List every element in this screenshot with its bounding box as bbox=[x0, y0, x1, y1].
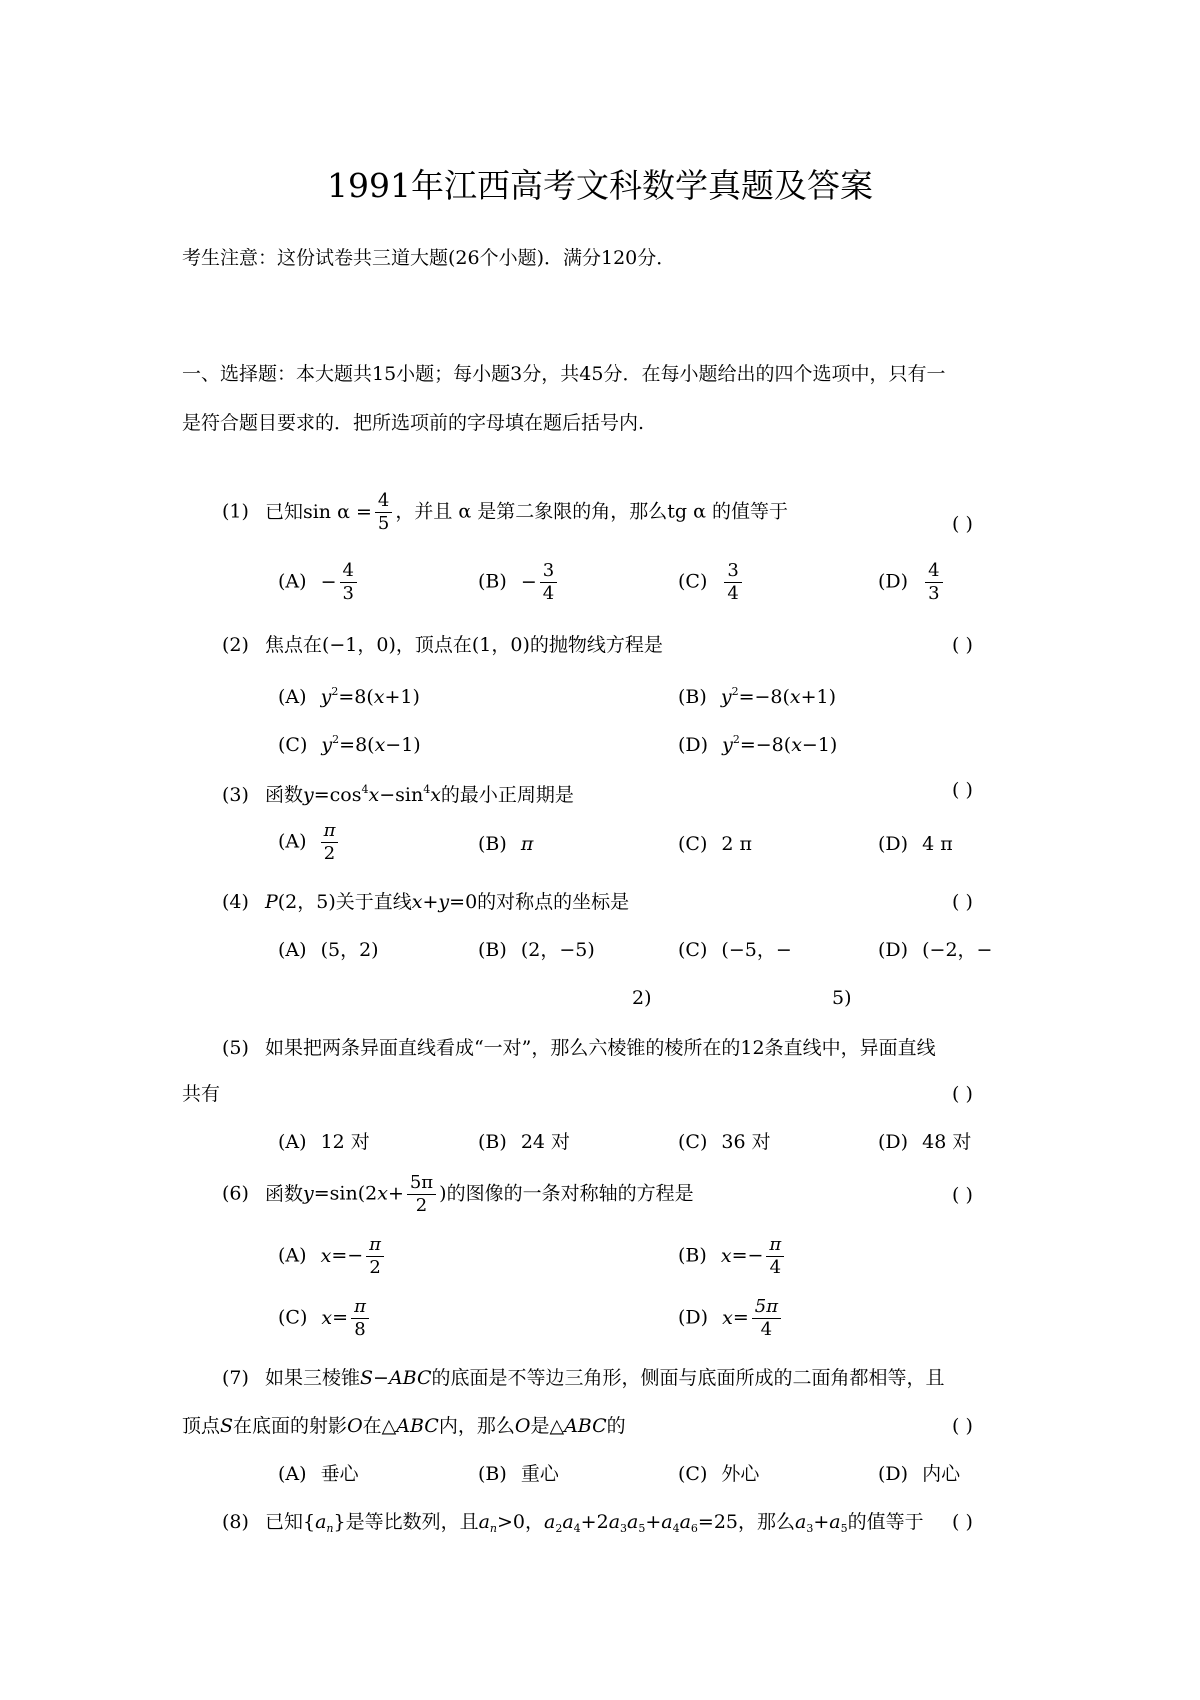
expr: −1) bbox=[385, 734, 421, 756]
denominator: 5 bbox=[377, 513, 390, 534]
var-x: x bbox=[374, 734, 386, 756]
numerator: π bbox=[766, 1234, 784, 1257]
q1-option-d[interactable] bbox=[878, 560, 946, 605]
var-x: x bbox=[368, 784, 380, 806]
q4-option-c-wrap: 2) bbox=[632, 987, 652, 1009]
q4-option-d-wrap: 5) bbox=[832, 987, 852, 1009]
answer-blank[interactable]: ( ) bbox=[952, 1083, 973, 1105]
var-a: a bbox=[627, 1511, 639, 1533]
var-a: a bbox=[795, 1511, 807, 1533]
option-text: 垂心 bbox=[320, 1463, 359, 1485]
var-p: P bbox=[264, 891, 278, 913]
option-text: (−2，− bbox=[922, 939, 993, 961]
question-number: (6) bbox=[222, 1182, 249, 1205]
section-instructions-line2: 是符合题目要求的．把所选项前的字母填在题后括号内. bbox=[182, 412, 645, 434]
numerator: 5π bbox=[407, 1172, 436, 1195]
fraction bbox=[540, 560, 557, 605]
q5-option-c[interactable] bbox=[678, 1130, 771, 1154]
expr: =−8( bbox=[739, 734, 792, 756]
q5-option-b[interactable] bbox=[478, 1130, 570, 1154]
q6-option-b[interactable] bbox=[678, 1234, 787, 1279]
option-text: 外心 bbox=[721, 1463, 760, 1485]
q4-option-d[interactable] bbox=[878, 938, 992, 962]
answer-blank[interactable]: ( ) bbox=[952, 891, 973, 913]
numerator: 4 bbox=[375, 490, 392, 513]
question-3 bbox=[222, 778, 574, 807]
q4-option-b[interactable] bbox=[478, 938, 595, 962]
option-text: 重心 bbox=[520, 1463, 559, 1485]
question-number: (5) bbox=[222, 1037, 249, 1059]
fraction bbox=[375, 490, 392, 535]
q7-option-a[interactable] bbox=[278, 1462, 359, 1486]
stem-text: −sin bbox=[379, 784, 424, 806]
question-8 bbox=[222, 1510, 924, 1541]
stem-text: 函数 bbox=[264, 1182, 303, 1205]
expr: =8( bbox=[338, 686, 374, 708]
var-y: y bbox=[302, 1182, 314, 1205]
stem-text: 内，那么 bbox=[438, 1415, 515, 1437]
exponent: 2 bbox=[732, 733, 740, 746]
var-a: a bbox=[562, 1511, 574, 1533]
var-a: a bbox=[478, 1511, 490, 1533]
exam-notice: 考生注意：这份试卷共三道大题(26个小题)．满分120分． bbox=[182, 247, 676, 269]
denominator: 4 bbox=[542, 583, 555, 604]
question-stem-post: ，并且 α 是第二象限的角，那么tg α 的值等于 bbox=[395, 500, 788, 523]
q2-option-d[interactable] bbox=[678, 728, 837, 757]
option-text: 24 对 bbox=[520, 1131, 571, 1153]
var-s: S bbox=[359, 1367, 374, 1389]
stem-text: =cos bbox=[313, 784, 362, 806]
question-stem: 焦点在(−1，0)，顶点在(1，0)的抛物线方程是 bbox=[264, 634, 663, 656]
denominator: 4 bbox=[769, 1257, 782, 1278]
option-text: 48 对 bbox=[922, 1131, 972, 1153]
option-label: (C) bbox=[278, 1306, 308, 1329]
q5-option-d[interactable] bbox=[878, 1130, 971, 1154]
option-label: (B) bbox=[678, 1244, 707, 1267]
question-2 bbox=[222, 633, 663, 657]
option-text: (2，−5) bbox=[520, 939, 595, 961]
option-label: (D) bbox=[878, 1131, 909, 1153]
stem-text: 的值等于 bbox=[847, 1511, 924, 1533]
q3-option-d[interactable] bbox=[878, 832, 953, 856]
stem-text: 在△ bbox=[362, 1415, 397, 1437]
var-y: y bbox=[722, 734, 733, 756]
numerator: π bbox=[351, 1296, 369, 1319]
numerator: 4 bbox=[340, 560, 357, 583]
denominator: 8 bbox=[354, 1319, 366, 1340]
expr: −1) bbox=[801, 734, 838, 756]
option-sign: − bbox=[520, 570, 537, 593]
var-abc: ABC bbox=[396, 1415, 439, 1437]
q1-option-c[interactable] bbox=[678, 560, 745, 605]
q7-option-b[interactable] bbox=[478, 1462, 559, 1486]
option-label: (D) bbox=[878, 1463, 909, 1485]
q7-option-c[interactable] bbox=[678, 1462, 759, 1486]
denominator: 2 bbox=[369, 1257, 381, 1278]
option-label: (C) bbox=[678, 1463, 708, 1485]
subscript: 2 bbox=[555, 1522, 563, 1535]
stem-text: (2，5)关于直线 bbox=[277, 891, 412, 913]
stem-text: 函数 bbox=[264, 784, 303, 806]
stem-text: )的图像的一条对称轴的方程是 bbox=[439, 1182, 694, 1205]
option-label: (D) bbox=[678, 734, 709, 756]
page-title: 1991年江西高考文科数学真题及答案 bbox=[327, 166, 873, 205]
option-label: (B) bbox=[478, 939, 507, 961]
option-text: π bbox=[520, 833, 534, 855]
answer-blank[interactable]: ( ) bbox=[952, 1184, 973, 1206]
option-label: (B) bbox=[478, 833, 507, 855]
subscript: 5 bbox=[638, 1522, 646, 1535]
var-x: x bbox=[411, 891, 423, 913]
question-number: (4) bbox=[222, 891, 249, 913]
option-text: 4 π bbox=[922, 833, 953, 855]
option-text: = bbox=[332, 1306, 349, 1329]
stem-text: =25，那么 bbox=[697, 1511, 796, 1533]
var-abc: ABC bbox=[388, 1367, 432, 1389]
option-label: (C) bbox=[678, 570, 708, 593]
var-a: a bbox=[661, 1511, 673, 1533]
q2-option-c[interactable] bbox=[278, 728, 421, 757]
var-abc: ABC bbox=[564, 1415, 607, 1437]
var-y: y bbox=[321, 734, 333, 756]
var-x: x bbox=[373, 686, 385, 708]
option-label: (A) bbox=[278, 686, 307, 708]
fraction bbox=[724, 560, 741, 605]
expr: =8( bbox=[339, 734, 375, 756]
subscript: 4 bbox=[672, 1522, 680, 1535]
option-label: (A) bbox=[278, 1463, 307, 1485]
option-text: =− bbox=[731, 1244, 764, 1267]
option-label: (A) bbox=[278, 1131, 307, 1153]
question-7-line2 bbox=[182, 1414, 626, 1438]
q4-option-c[interactable] bbox=[678, 938, 792, 962]
option-label: (C) bbox=[278, 734, 308, 756]
var-y: y bbox=[438, 891, 450, 913]
stem-text: 是△ bbox=[530, 1415, 565, 1437]
stem-text: − bbox=[373, 1367, 389, 1389]
option-text: =− bbox=[331, 1244, 364, 1267]
subscript: n bbox=[489, 1522, 497, 1535]
stem-text: 如果三棱锥 bbox=[264, 1367, 360, 1389]
question-number: (3) bbox=[222, 784, 249, 806]
option-label: (D) bbox=[878, 939, 909, 961]
option-label: (D) bbox=[878, 833, 909, 855]
option-text: (−5，− bbox=[721, 939, 792, 961]
fraction bbox=[321, 820, 339, 865]
option-label: (A) bbox=[278, 939, 307, 961]
stem-text: =sin(2 bbox=[313, 1182, 378, 1205]
var-a: a bbox=[315, 1511, 327, 1533]
section-instructions-line1: 一、选择题：本大题共15小题；每小题3分，共45分．在每小题给出的四个选项中，只有一 bbox=[182, 363, 946, 385]
q1-option-b[interactable] bbox=[478, 560, 560, 605]
stem-text: 如果把两条异面直线看成“一对”，那么六棱锥的棱所在的12条直线中，异面直线 bbox=[264, 1037, 936, 1059]
denominator: 3 bbox=[342, 583, 354, 604]
var-y: y bbox=[320, 686, 332, 708]
numerator: 4 bbox=[925, 560, 942, 583]
answer-blank[interactable]: ( ) bbox=[952, 634, 973, 656]
numerator: π bbox=[366, 1234, 384, 1257]
option-text: 12 对 bbox=[320, 1131, 370, 1153]
denominator: 3 bbox=[928, 583, 940, 604]
exponent: 4 bbox=[423, 783, 431, 796]
stem-text: +2 bbox=[580, 1511, 609, 1533]
stem-text: 的 bbox=[606, 1415, 626, 1437]
var-y: y bbox=[720, 686, 732, 708]
stem-text: >0， bbox=[497, 1511, 545, 1533]
question-number: (1) bbox=[222, 500, 249, 523]
var-x: x bbox=[789, 686, 801, 708]
fraction bbox=[351, 1296, 369, 1341]
subscript: 5 bbox=[840, 1522, 848, 1535]
option-label: (B) bbox=[478, 570, 507, 593]
option-label: (C) bbox=[678, 833, 708, 855]
q2-option-b[interactable] bbox=[678, 680, 836, 709]
q2-option-a[interactable] bbox=[278, 680, 420, 709]
expr: =−8( bbox=[738, 686, 790, 708]
stem-text: 的底面是不等边三角形，侧面与底面所成的二面角都相等，且 bbox=[431, 1367, 945, 1389]
var-x: x bbox=[320, 1244, 332, 1267]
fraction bbox=[752, 1296, 781, 1341]
q5-option-a[interactable] bbox=[278, 1130, 370, 1154]
option-text: 36 对 bbox=[721, 1131, 771, 1153]
q7-option-d[interactable] bbox=[878, 1462, 960, 1486]
numerator: 3 bbox=[724, 560, 741, 583]
numerator: π bbox=[321, 820, 339, 843]
numerator: 3 bbox=[540, 560, 557, 583]
option-text: = bbox=[732, 1306, 749, 1329]
option-text: 2 π bbox=[721, 833, 753, 855]
answer-blank[interactable]: ( ) bbox=[952, 779, 973, 801]
stem-text: + bbox=[813, 1511, 830, 1533]
fraction bbox=[407, 1172, 436, 1217]
var-a: a bbox=[829, 1511, 841, 1533]
stem-text: =0的对称点的坐标是 bbox=[449, 891, 630, 913]
question-6 bbox=[222, 1172, 694, 1217]
exponent: 2 bbox=[731, 685, 739, 698]
subscript: 3 bbox=[620, 1522, 628, 1535]
answer-blank[interactable]: ( ) bbox=[952, 513, 973, 535]
option-label: (B) bbox=[678, 686, 707, 708]
option-sign: − bbox=[320, 570, 337, 593]
denominator: 4 bbox=[727, 583, 739, 604]
denominator: 2 bbox=[323, 843, 336, 864]
q6-option-d[interactable] bbox=[678, 1296, 784, 1341]
var-x: x bbox=[377, 1182, 388, 1205]
fraction bbox=[366, 1234, 384, 1279]
stem-text: + bbox=[422, 891, 439, 913]
question-number: (8) bbox=[222, 1511, 249, 1533]
question-number: (7) bbox=[222, 1367, 249, 1389]
answer-blank[interactable]: ( ) bbox=[952, 1511, 973, 1533]
var-o: O bbox=[514, 1415, 531, 1437]
denominator: 4 bbox=[760, 1319, 773, 1340]
numerator: 5π bbox=[752, 1296, 781, 1319]
subscript: 6 bbox=[690, 1522, 698, 1535]
question-5-line2: 共有 bbox=[182, 1083, 221, 1105]
option-text: (5，2) bbox=[320, 939, 379, 961]
question-number: (2) bbox=[222, 634, 249, 656]
expr: +1) bbox=[800, 686, 837, 708]
var-x: x bbox=[791, 734, 802, 756]
fraction bbox=[340, 560, 357, 605]
option-label: (A) bbox=[278, 1244, 307, 1267]
var-a: a bbox=[679, 1511, 691, 1533]
option-label: (B) bbox=[478, 1463, 507, 1485]
question-1 bbox=[222, 490, 788, 535]
stem-text: 顶点 bbox=[182, 1415, 221, 1437]
stem-text: 已知{ bbox=[264, 1511, 316, 1533]
var-x: x bbox=[430, 784, 441, 806]
answer-blank[interactable]: ( ) bbox=[952, 1415, 973, 1437]
var-y: y bbox=[302, 784, 314, 806]
q1-option-a[interactable] bbox=[278, 560, 360, 605]
option-label: (C) bbox=[678, 1131, 708, 1153]
option-label: (A) bbox=[278, 830, 307, 853]
q4-option-a[interactable] bbox=[278, 938, 379, 962]
subscript: 4 bbox=[573, 1522, 581, 1535]
stem-text: + bbox=[387, 1182, 404, 1205]
var-x: x bbox=[720, 1244, 732, 1267]
option-label: (A) bbox=[278, 570, 307, 593]
var-s: S bbox=[220, 1415, 234, 1437]
q6-option-a[interactable] bbox=[278, 1234, 387, 1279]
option-text: 内心 bbox=[922, 1463, 961, 1485]
q3-option-a[interactable] bbox=[278, 820, 341, 865]
stem-text: }是等比数列，且 bbox=[333, 1511, 479, 1533]
var-a: a bbox=[608, 1511, 621, 1533]
q3-option-c[interactable] bbox=[678, 832, 752, 856]
option-label: (B) bbox=[478, 1131, 507, 1153]
q6-option-c[interactable] bbox=[278, 1296, 372, 1341]
subscript: 3 bbox=[806, 1522, 814, 1535]
exponent: 2 bbox=[332, 733, 340, 746]
var-o: O bbox=[347, 1415, 363, 1437]
option-label: (D) bbox=[878, 570, 909, 593]
var-x: x bbox=[722, 1306, 733, 1329]
question-7 bbox=[222, 1366, 945, 1390]
question-4 bbox=[222, 890, 629, 914]
denominator: 2 bbox=[415, 1195, 428, 1216]
option-label: (D) bbox=[678, 1306, 709, 1329]
stem-text: 在底面的射影 bbox=[233, 1415, 348, 1437]
question-5 bbox=[222, 1036, 936, 1060]
stem-text: + bbox=[645, 1511, 662, 1533]
fraction bbox=[766, 1234, 784, 1279]
var-x: x bbox=[321, 1306, 333, 1329]
subscript: n bbox=[326, 1522, 334, 1535]
exponent: 4 bbox=[361, 783, 369, 796]
exponent: 2 bbox=[331, 685, 339, 698]
expr: +1) bbox=[384, 686, 420, 708]
stem-text: 的最小正周期是 bbox=[440, 784, 574, 806]
question-stem-pre: 已知sin α = bbox=[264, 500, 372, 523]
var-a: a bbox=[544, 1511, 556, 1533]
option-label: (C) bbox=[678, 939, 708, 961]
fraction bbox=[925, 560, 942, 605]
q3-option-b[interactable] bbox=[478, 832, 533, 856]
